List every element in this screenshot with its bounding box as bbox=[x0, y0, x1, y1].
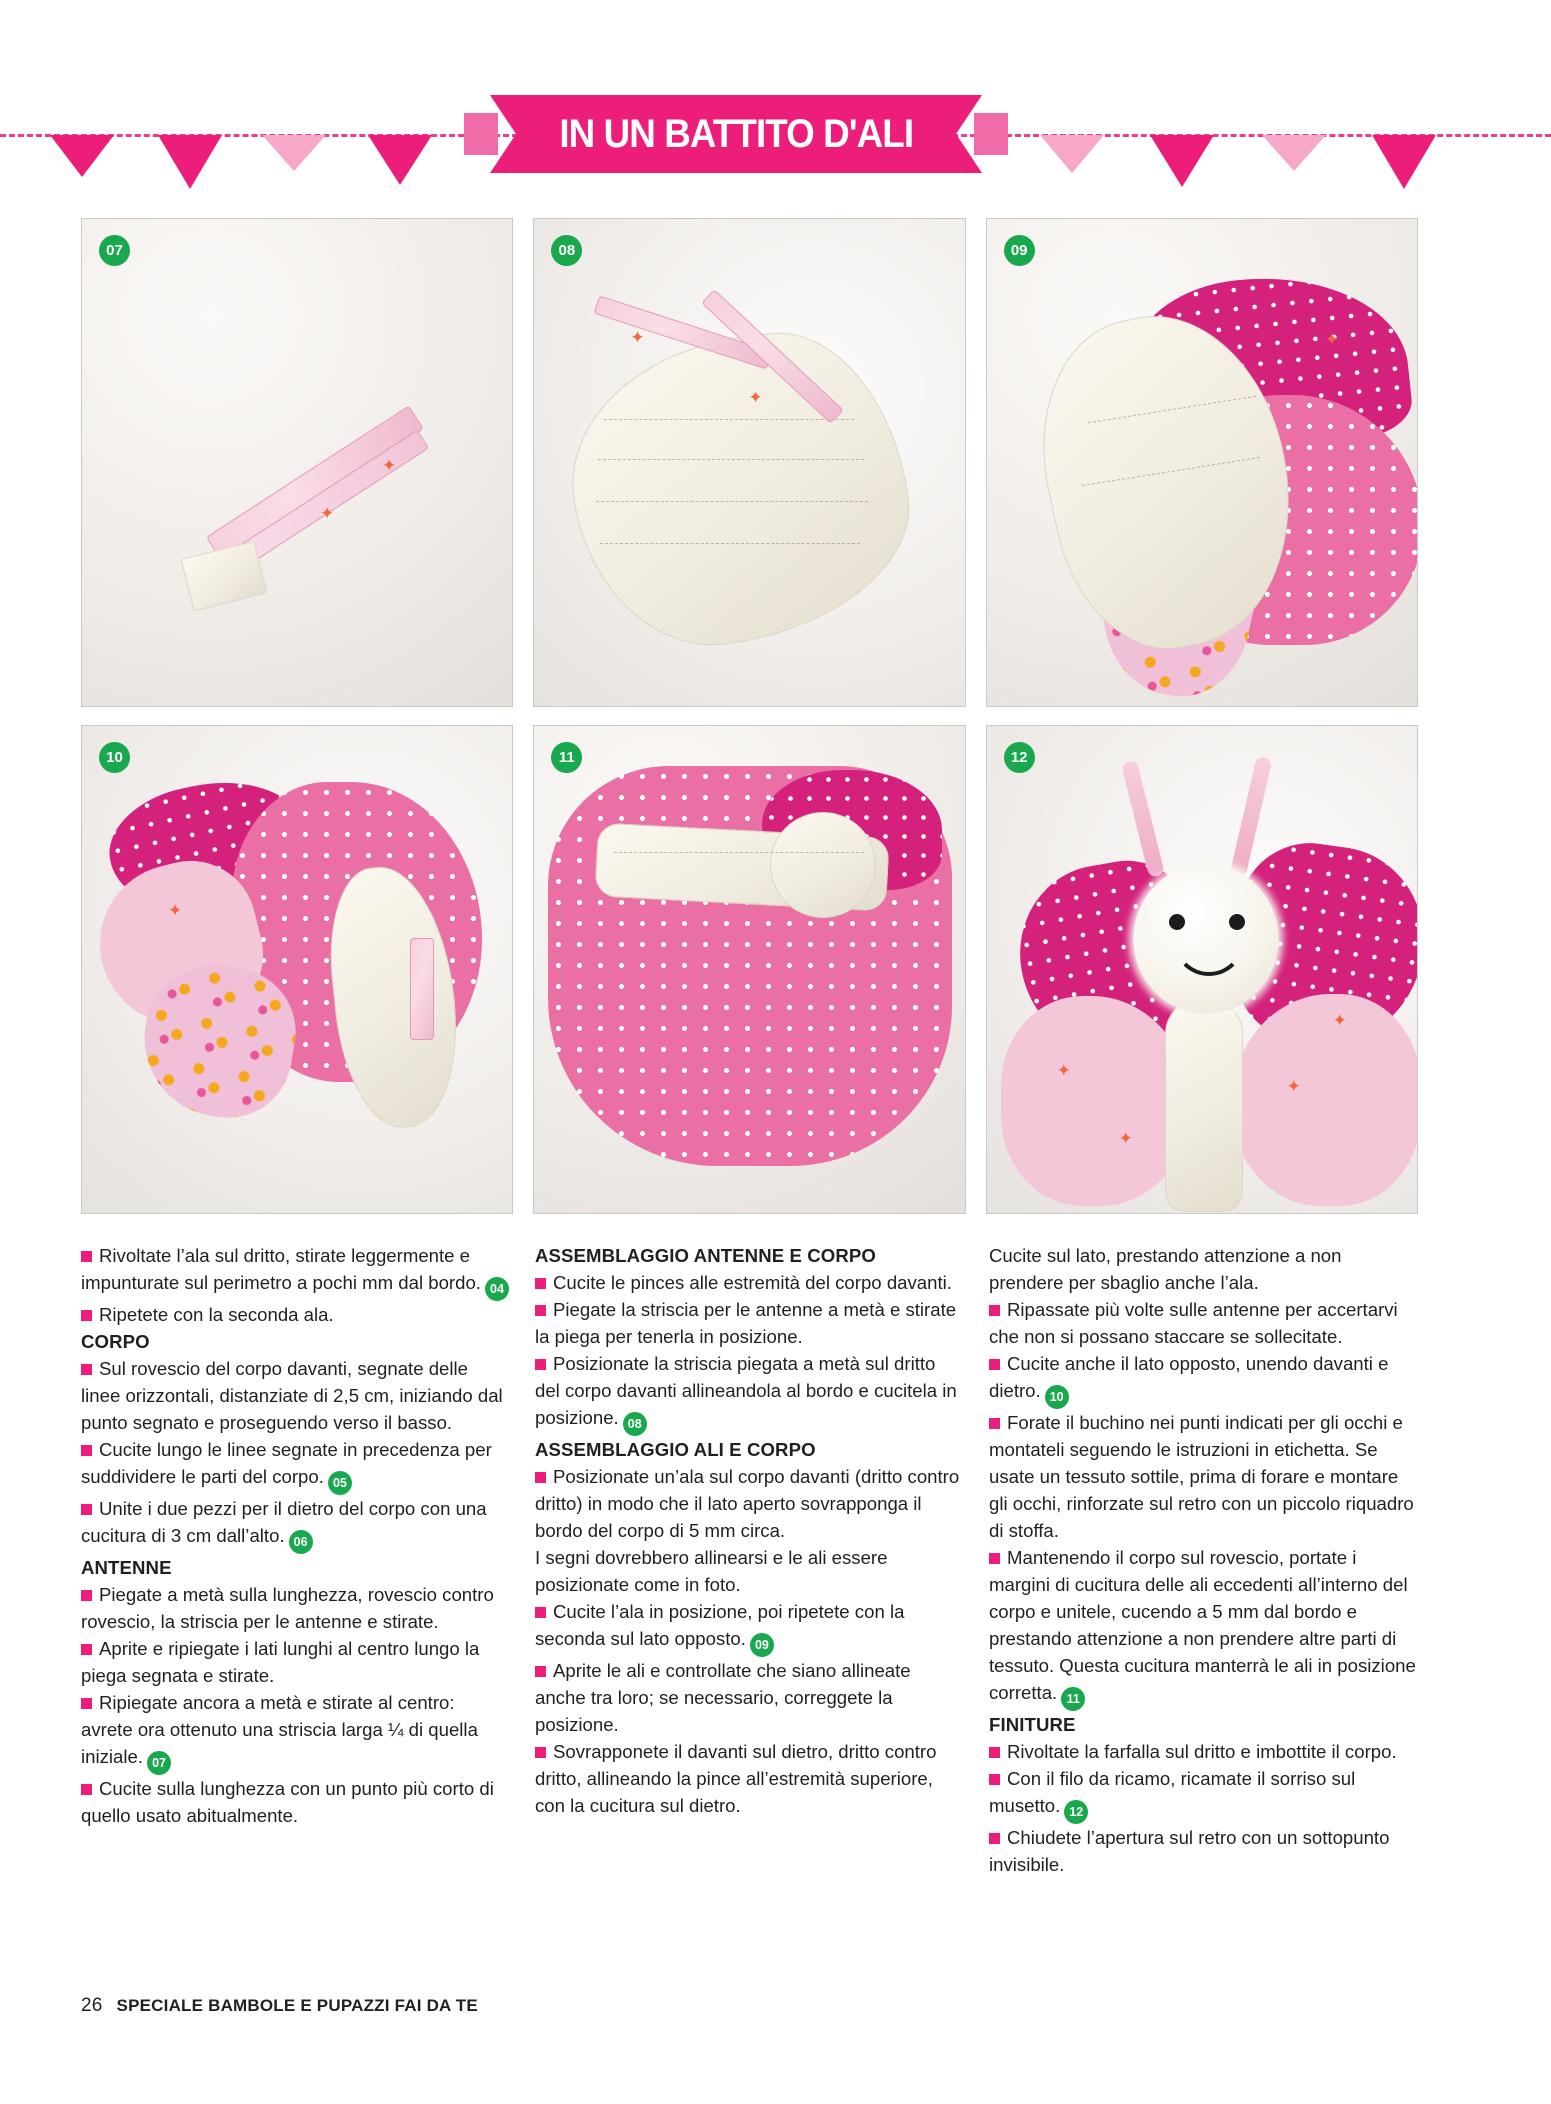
bullet-square-icon bbox=[989, 1747, 1000, 1758]
instruction-item: Piegate la striscia per le antenne a metà e stirate la piega per tenerla in posizione. bbox=[535, 1299, 957, 1347]
instruction-item: Aprite e ripiegate i lati lunghi al centro lungo la piega segnata e stirate. bbox=[81, 1638, 480, 1686]
instruction-item: Ripassate più volte sulle antenne per accertarvi che non si possano staccare se sollecitate. bbox=[989, 1299, 1398, 1347]
footer-section-title: SPECIALE BAMBOLE E PUPAZZI FAI DA TE bbox=[116, 1996, 478, 2015]
step-badge: 11 bbox=[551, 742, 582, 773]
bullet-square-icon bbox=[989, 1774, 1000, 1785]
marked-line bbox=[600, 543, 860, 544]
photo-step-08 bbox=[533, 218, 965, 707]
bullet-square-icon bbox=[81, 1251, 92, 1262]
section-heading: FINITURE bbox=[989, 1714, 1076, 1735]
step-reference: 11 bbox=[1061, 1687, 1085, 1711]
page-number: 26 bbox=[81, 1995, 103, 2016]
photo-step-07 bbox=[81, 218, 513, 707]
instruction-item: Cucite l’ala in posizione, poi ripetete con la seconda sul lato opposto. 09 bbox=[535, 1598, 963, 1657]
flag-pennant bbox=[50, 135, 114, 177]
page-banner bbox=[0, 0, 1551, 200]
step-badge: 10 bbox=[99, 742, 130, 773]
instruction-item: Sovrapponete il davanti sul dietro, dritto contro dritto, allineando la pince all’estremità superiore, con la cucitura sul dietro. bbox=[535, 1741, 937, 1816]
instruction-item: Forate il buchino nei punti indicati per gli occhi e montateli seguendo le istruzioni in etichetta. Se usate un tessuto sottile, prima di forare e montare gli occhi, rinforzate sul retro con un piccolo riquadro di stoffa. bbox=[989, 1412, 1414, 1541]
section-heading: ANTENNE bbox=[81, 1557, 172, 1578]
step-reference: 08 bbox=[623, 1412, 647, 1436]
step-badge: 08 bbox=[551, 235, 582, 266]
marked-line bbox=[604, 419, 854, 420]
stitch-line bbox=[614, 852, 864, 853]
instruction-item: Ripiegate ancora a metà e stirate al centro: avrete ora ottenuto una striscia larga ¼ di quella iniziale. 07 bbox=[81, 1689, 509, 1775]
eye-right bbox=[1229, 914, 1245, 930]
step-reference: 09 bbox=[750, 1633, 774, 1657]
instruction-item: Con il filo da ricamo, ricamate il sorriso sul musetto. 12 bbox=[989, 1765, 1417, 1824]
section-heading: ASSEMBLAGGIO ANTENNE E CORPO bbox=[535, 1245, 876, 1266]
bullet-square-icon bbox=[989, 1359, 1000, 1370]
antenna-strip bbox=[410, 938, 434, 1040]
star-print: ✦ bbox=[630, 328, 645, 347]
bullet-square-icon bbox=[535, 1472, 546, 1483]
star-print: ✦ bbox=[320, 504, 335, 523]
step-reference: 06 bbox=[289, 1530, 313, 1554]
bullet-square-icon bbox=[81, 1698, 92, 1709]
flag-pennant bbox=[1150, 135, 1214, 187]
bullet-square-icon bbox=[81, 1310, 92, 1321]
flag-pennant bbox=[1372, 135, 1436, 189]
instructions-column-2 bbox=[535, 1242, 963, 1962]
flag-pennant bbox=[1262, 135, 1326, 171]
photo-step-11 bbox=[533, 725, 965, 1214]
step-reference: 07 bbox=[147, 1751, 171, 1775]
step-reference: 05 bbox=[328, 1471, 352, 1495]
seam-allowance-knot bbox=[770, 812, 876, 918]
star-print: ✦ bbox=[1324, 330, 1339, 349]
star-print: ✦ bbox=[1286, 1077, 1301, 1096]
bullet-square-icon bbox=[81, 1644, 92, 1655]
bullet-square-icon bbox=[989, 1418, 1000, 1429]
instruction-item: Posizionate un’ala sul corpo davanti (dritto contro dritto) in modo che il lato aperto sovrapponga il bordo del corpo di 5 mm circa. bbox=[535, 1466, 960, 1541]
bullet-square-icon bbox=[989, 1305, 1000, 1316]
instruction-item: Cucite lungo le linee segnate in precedenza per suddividere le parti del corpo. 05 bbox=[81, 1436, 509, 1495]
section-heading: CORPO bbox=[81, 1331, 150, 1352]
instruction-item: Ripetete con la seconda ala. bbox=[81, 1301, 509, 1328]
instruction-item: Cucite anche il lato opposto, unendo davanti e dietro. 10 bbox=[989, 1350, 1417, 1409]
star-print: ✦ bbox=[748, 388, 763, 407]
banner-ribbon bbox=[516, 95, 956, 173]
bullet-square-icon bbox=[81, 1590, 92, 1601]
bullet-square-icon bbox=[81, 1504, 92, 1515]
photo-step-10 bbox=[81, 725, 513, 1214]
bullet-square-icon bbox=[989, 1553, 1000, 1564]
instruction-item: Cucite le pinces alle estremità del corpo davanti. bbox=[535, 1269, 963, 1296]
page-footer bbox=[81, 1995, 478, 2017]
bullet-square-icon bbox=[81, 1364, 92, 1375]
marked-line bbox=[596, 501, 868, 502]
step-badge: 07 bbox=[99, 235, 130, 266]
photo-row-2 bbox=[81, 725, 1418, 1214]
bullet-square-icon bbox=[535, 1359, 546, 1370]
photo-step-09 bbox=[986, 218, 1418, 707]
step-reference: 04 bbox=[485, 1277, 509, 1301]
instructions-column-1 bbox=[81, 1242, 509, 1962]
step-badge: 12 bbox=[1004, 742, 1035, 773]
section-heading: ASSEMBLAGGIO ALI E CORPO bbox=[535, 1439, 816, 1460]
flag-pennant bbox=[158, 135, 222, 189]
star-print: ✦ bbox=[168, 901, 183, 920]
bullet-square-icon bbox=[535, 1278, 546, 1289]
instruction-item: Piegate a metà sulla lunghezza, rovescio contro rovescio, la striscia per le antenne e stirate. bbox=[81, 1584, 494, 1632]
step-badge: 09 bbox=[1004, 235, 1035, 266]
instruction-item: Unite i due pezzi per il dietro del corpo con una cucitura di 3 cm dall’alto. 06 bbox=[81, 1495, 509, 1554]
bullet-square-icon bbox=[989, 1833, 1000, 1844]
instruction-item: Chiudete l’apertura sul retro con un sottopunto invisibile. bbox=[989, 1827, 1390, 1875]
instructions-column-3 bbox=[989, 1242, 1417, 1962]
instruction-item: Rivoltate la farfalla sul dritto e imbottite il corpo. bbox=[989, 1738, 1417, 1765]
bullet-square-icon bbox=[81, 1445, 92, 1456]
marked-line bbox=[598, 459, 864, 460]
body-cream bbox=[1165, 998, 1243, 1212]
star-print: ✦ bbox=[382, 456, 397, 475]
instruction-item: Sul rovescio del corpo davanti, segnate delle linee orizzontali, distanziate di 2,5 cm, iniziando dal punto segnato e proseguendo verso il basso. bbox=[81, 1358, 503, 1433]
star-print: ✦ bbox=[1056, 1061, 1071, 1080]
eye-left bbox=[1169, 914, 1185, 930]
instruction-note: Cucite sul lato, prestando attenzione a non prendere per sbaglio anche l’ala. bbox=[989, 1245, 1342, 1293]
instruction-item: Aprite le ali e controllate che siano allineate anche tra loro; se necessario, correggete la posizione. bbox=[535, 1660, 911, 1735]
instructions-columns bbox=[81, 1242, 1418, 1962]
bullet-square-icon bbox=[535, 1305, 546, 1316]
bullet-square-icon bbox=[535, 1666, 546, 1677]
photo-grid bbox=[81, 218, 1418, 1214]
ribbon-tail-left bbox=[464, 113, 498, 155]
ribbon-tail-right bbox=[974, 113, 1008, 155]
instruction-item: Cucite sulla lunghezza con un punto più corto di quello usato abitualmente. bbox=[81, 1778, 494, 1826]
flag-pennant bbox=[368, 135, 432, 185]
instruction-note: I segni dovrebbero allinearsi e le ali essere posizionate come in foto. bbox=[535, 1547, 888, 1595]
star-print: ✦ bbox=[1118, 1129, 1133, 1148]
photo-row-1 bbox=[81, 218, 1418, 707]
photo-background bbox=[82, 219, 512, 706]
star-print: ✦ bbox=[1332, 1011, 1347, 1030]
page-title: IN UN BATTITO D'ALI bbox=[559, 111, 913, 156]
flag-pennant bbox=[262, 135, 326, 171]
photo-step-12 bbox=[986, 725, 1418, 1214]
instruction-item: Posizionate la striscia piegata a metà sul dritto del corpo davanti allineandola al bordo e cucitela in posizione. 08 bbox=[535, 1350, 963, 1436]
instruction-item: Rivoltate l’ala sul dritto, stirate leggermente e impunturate sul perimetro a pochi mm dal bordo. 04 bbox=[81, 1242, 509, 1301]
instruction-item: Mantenendo il corpo sul rovescio, portate i margini di cucitura delle ali eccedenti all’interno del corpo e unitele, cucendo a 5 mm dal bordo e prestando attenzione a non prendere altre parti di tessuto. Questa cucitura manterrà le ali in posizione corretta. 11 bbox=[989, 1544, 1417, 1711]
step-reference: 10 bbox=[1045, 1385, 1069, 1409]
bullet-square-icon bbox=[81, 1784, 92, 1795]
bullet-square-icon bbox=[535, 1607, 546, 1618]
flag-pennant bbox=[1040, 135, 1104, 173]
bullet-square-icon bbox=[535, 1747, 546, 1758]
step-reference: 12 bbox=[1064, 1800, 1088, 1824]
